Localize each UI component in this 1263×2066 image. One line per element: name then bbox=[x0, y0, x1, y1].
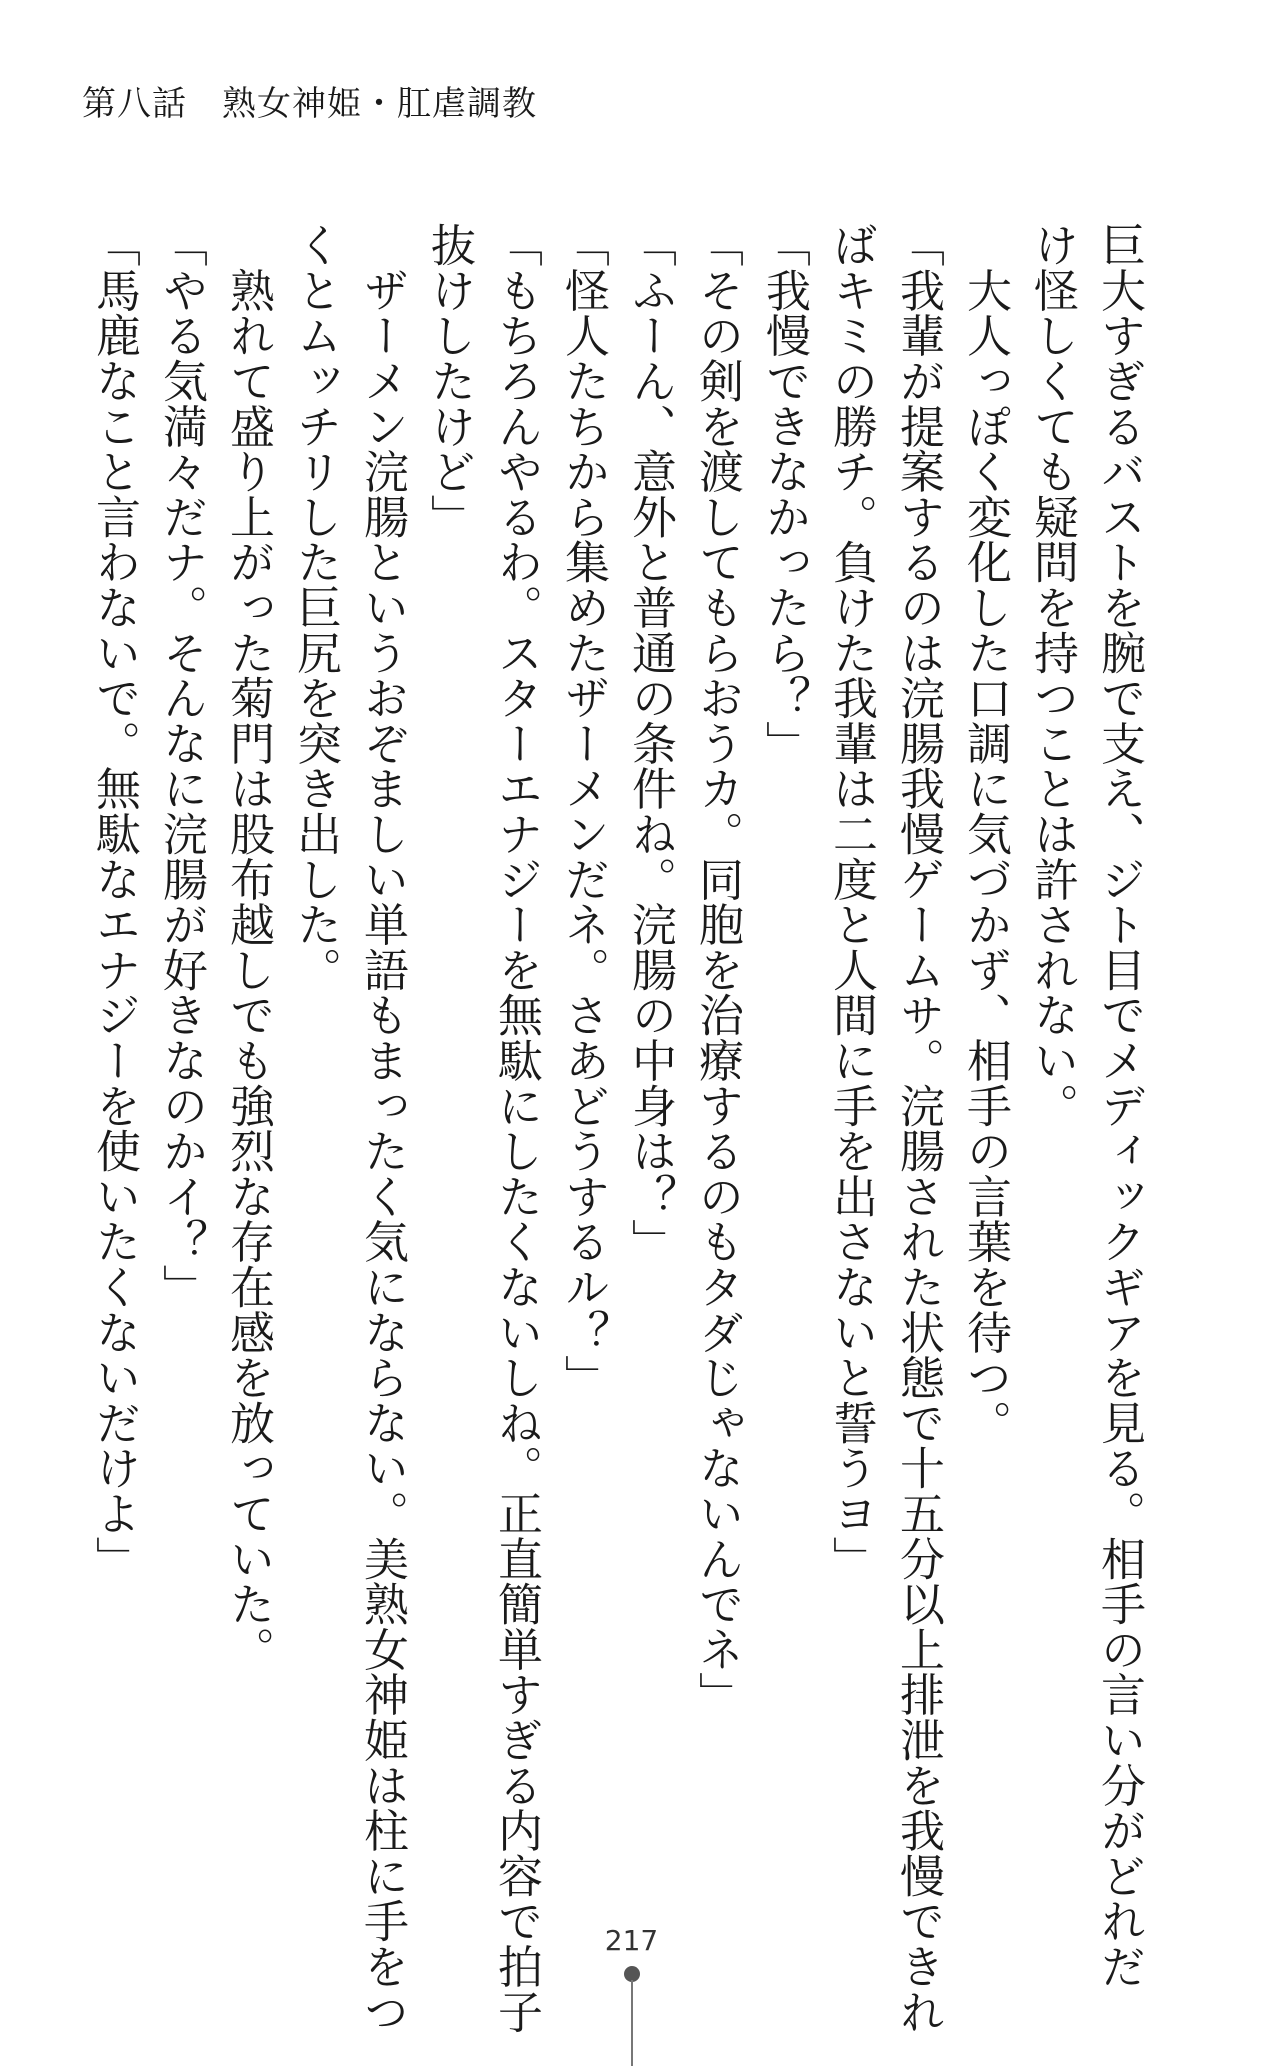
text-line: ばキミの勝チ。負けた我輩は二度と人間に手を出さないと誓うヨ」 bbox=[825, 222, 878, 1581]
page-marker-line bbox=[631, 1980, 633, 2066]
text-line: 巨大すぎるバストを腕で支え、ジト目でメディックギアを見る。相手の言い分がどれだ bbox=[1093, 222, 1146, 1989]
text-line: 「その剣を渡してもらおうカ。同胞を治療するのもタダじゃないんでネ」 bbox=[691, 222, 744, 1717]
text-line: くとムッチリした巨尻を突き出した。 bbox=[289, 222, 342, 993]
text-line: 「もちろんやるわ。スターエナジーを無駄にしたくないしね。正直簡単すぎる内容で拍子 bbox=[490, 222, 543, 2034]
text-line: 「我輩が提案するのは浣腸我慢ゲームサ。浣腸された状態で十五分以上排泄を我慢できれ bbox=[892, 222, 945, 2034]
page-number: 217 bbox=[604, 1924, 659, 1957]
text-line: け怪しくても疑問を持つことは許されない。 bbox=[1026, 222, 1079, 1128]
text-line: 「我慢できなかったら？」 bbox=[758, 222, 811, 766]
text-line: ザーメン浣腸というおぞましい単語もまったく気にならない。美熟女神姫は柱に手をつ bbox=[356, 222, 409, 2034]
chapter-header: 第八話 熟女神姫・肛虐調教 bbox=[82, 84, 537, 124]
text-line: 大人っぽく変化した口調に気づかず、相手の言葉を待つ。 bbox=[959, 222, 1012, 1446]
text-line: 熟れて盛り上がった菊門は股布越しでも強烈な存在感を放っていた。 bbox=[222, 222, 275, 1672]
text-line: 「やる気満々だナ。そんなに浣腸が好きなのかイ？」 bbox=[155, 222, 208, 1310]
text-line: 「怪人たちから集めたザーメンだネ。さあどうするル？」 bbox=[557, 222, 610, 1400]
text-line: 抜けしたけど」 bbox=[423, 222, 476, 540]
text-line: 「ふーん、意外と普通の条件ね。浣腸の中身は？」 bbox=[624, 222, 677, 1264]
text-line: 「馬鹿なこと言わないで。無駄なエナジーを使いたくないだけよ」 bbox=[88, 222, 141, 1581]
